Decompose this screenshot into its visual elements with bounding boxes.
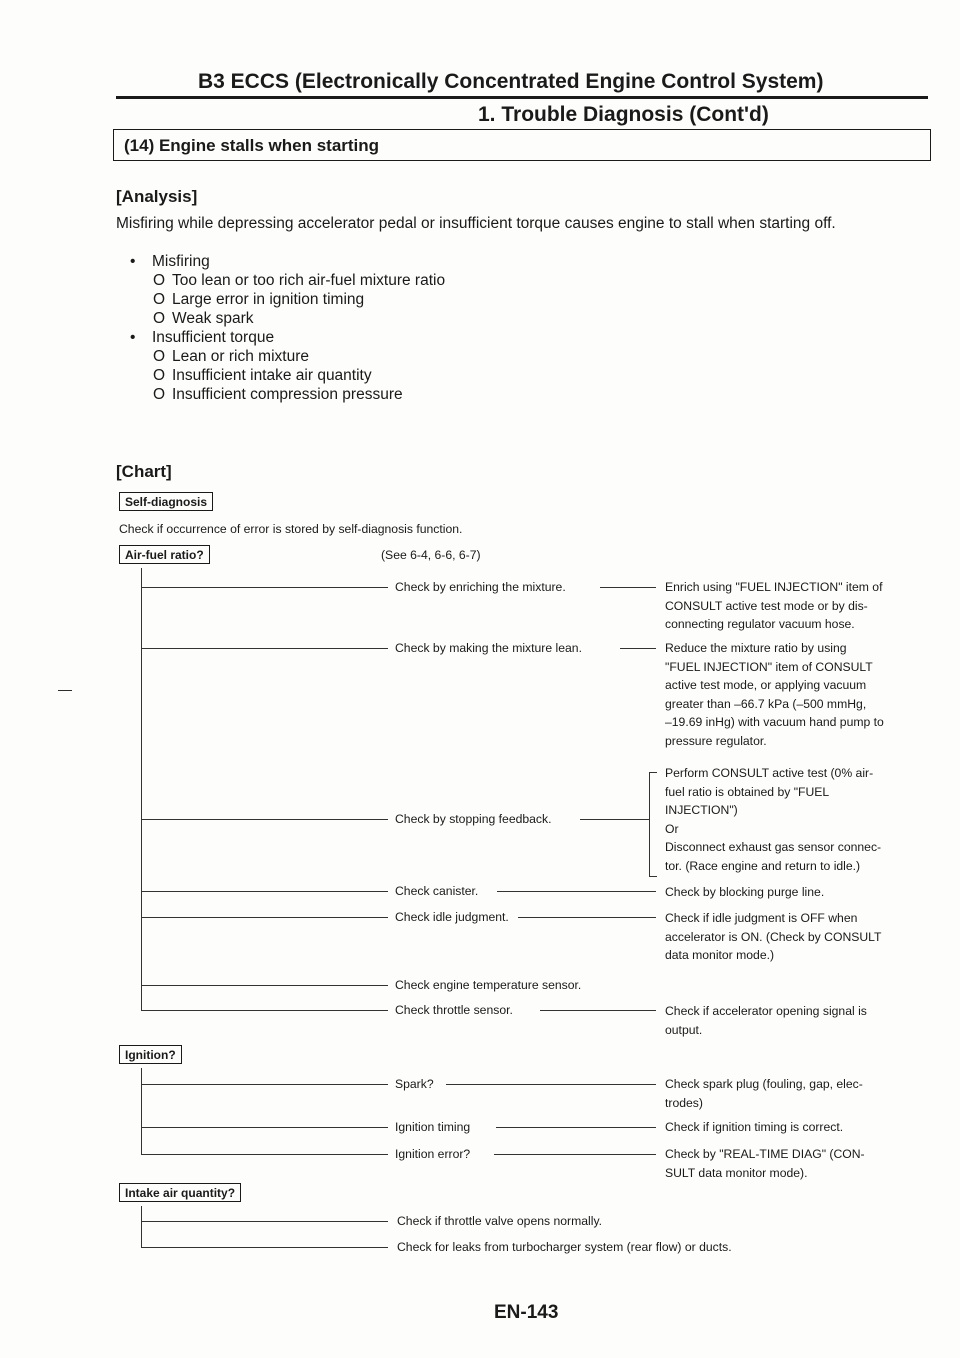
ignition-box: Ignition? [119, 1045, 182, 1064]
branch-line [141, 1127, 388, 1128]
sub-bullet-symbol: O [153, 367, 166, 384]
branch-line [141, 1154, 388, 1155]
result-feedback: Perform CONSULT active test (0% air- fuel ratio is obtained by "FUEL INJECTION") Or Disconnect exhaust gas sensor connec- tor. (Race engine and return to idle.) [665, 766, 882, 873]
bullet-misfiring: Misfiring [152, 253, 210, 270]
branch-line [141, 1247, 388, 1248]
intake-air-box: Intake air quantity? [119, 1183, 241, 1202]
connector-line [497, 891, 656, 892]
sub-bullet-symbol: O [153, 272, 166, 289]
result-ignition-error: Check by "REAL-TIME DIAG" (CON- SULT data monitor mode). [665, 1147, 865, 1180]
connector-line [496, 1127, 656, 1128]
air-fuel-reference: (See 6-4, 6-6, 6-7) [381, 548, 481, 562]
tree-trunk-line [141, 1206, 142, 1248]
result-enrich: Enrich using "FUEL INJECTION" item of CONSULT active test mode or by dis- connecting regulator vacuum hose. [665, 580, 883, 631]
connector-line [580, 819, 650, 820]
bracket-line [649, 772, 650, 876]
check-throttle-valve: Check if throttle valve opens normally. [397, 1214, 603, 1228]
result-throttle-sensor: Check if accelerator opening signal is output. [665, 1004, 867, 1037]
chart-heading: [Chart] [116, 462, 172, 481]
branch-line [141, 1010, 388, 1011]
tree-trunk-line [141, 568, 142, 1011]
air-fuel-box: Air-fuel ratio? [119, 545, 210, 564]
sub-bullet-symbol: O [153, 310, 166, 327]
bullet-dot: • [130, 253, 136, 270]
branch-line [141, 648, 388, 649]
tree-trunk-line [141, 1068, 142, 1155]
bullet-dot: • [130, 329, 136, 346]
check-idle-judgment: Check idle judgment. [395, 910, 509, 924]
check-canister: Check canister. [395, 884, 479, 898]
check-enrich: Check by enriching the mixture. [395, 580, 566, 594]
check-ignition-error: Ignition error? [395, 1147, 471, 1161]
connector-line [518, 917, 656, 918]
result-idle-judgment: Check if idle judgment is OFF when accelerator is ON. (Check by CONSULT data monitor mode.) [665, 911, 882, 962]
check-spark: Spark? [395, 1077, 434, 1091]
misfiring-item: Too lean or too rich air-fuel mixture ratio [172, 272, 446, 289]
analysis-heading: [Analysis] [116, 187, 198, 206]
self-diagnosis-text: Check if occurrence of error is stored by self-diagnosis function. [119, 522, 463, 536]
check-ignition-timing: Ignition timing [395, 1120, 471, 1134]
branch-line [141, 1221, 388, 1222]
check-feedback: Check by stopping feedback. [395, 812, 552, 826]
document-title: B3 ECCS (Electronically Concentrated Engine Control System) [198, 70, 824, 93]
result-lean: Reduce the mixture ratio by using "FUEL INJECTION" item of CONSULT active test mode, or applying vacuum greater than –66.7 kPa (–500 mmHg, –19.69 inHg) with vacuum hand pump to pressure regulator. [665, 641, 884, 748]
connector-line [620, 648, 656, 649]
result-spark: Check spark plug (fouling, gap, elec- trodes) [665, 1077, 863, 1110]
bullet-insufficient-torque: Insufficient torque [152, 329, 275, 346]
sub-bullet-symbol: O [153, 291, 166, 308]
self-diagnosis-box: Self-diagnosis [119, 492, 213, 511]
branch-line [141, 587, 388, 588]
page-number: EN-143 [494, 1302, 559, 1323]
sub-bullet-symbol: O [153, 386, 166, 403]
section-title: (14) Engine stalls when starting [124, 136, 380, 155]
branch-line [141, 917, 388, 918]
branch-line [141, 1084, 388, 1085]
document-subtitle: 1. Trouble Diagnosis (Cont'd) [478, 103, 769, 126]
torque-item: Insufficient intake air quantity [172, 367, 372, 384]
margin-mark: — [58, 681, 72, 697]
connector-line [494, 1154, 656, 1155]
torque-item: Lean or rich mixture [172, 348, 309, 365]
sub-bullet-symbol: O [153, 348, 166, 365]
bracket-line [649, 772, 657, 773]
analysis-text: Misfiring while depressing accelerator pedal or insufficient torque causes engine to stall when starting off. [116, 215, 836, 232]
connector-line [600, 587, 656, 588]
check-throttle-sensor: Check throttle sensor. [395, 1003, 513, 1017]
connector-line [540, 1010, 656, 1011]
check-lean: Check by making the mixture lean. [395, 641, 582, 655]
result-canister: Check by blocking purge line. [665, 885, 825, 899]
bracket-line [649, 876, 657, 877]
connector-line [446, 1084, 656, 1085]
check-turbo-leaks: Check for leaks from turbocharger system (rear flow) or ducts. [397, 1240, 732, 1254]
misfiring-item: Weak spark [172, 310, 254, 327]
torque-item: Insufficient compression pressure [172, 386, 403, 403]
branch-line [141, 891, 388, 892]
branch-line [141, 985, 388, 986]
header-rule [116, 96, 928, 99]
branch-line [141, 819, 388, 820]
misfiring-item: Large error in ignition timing [172, 291, 365, 308]
result-ignition-timing: Check if ignition timing is correct. [665, 1120, 844, 1134]
check-engine-temp-sensor: Check engine temperature sensor. [395, 978, 582, 992]
